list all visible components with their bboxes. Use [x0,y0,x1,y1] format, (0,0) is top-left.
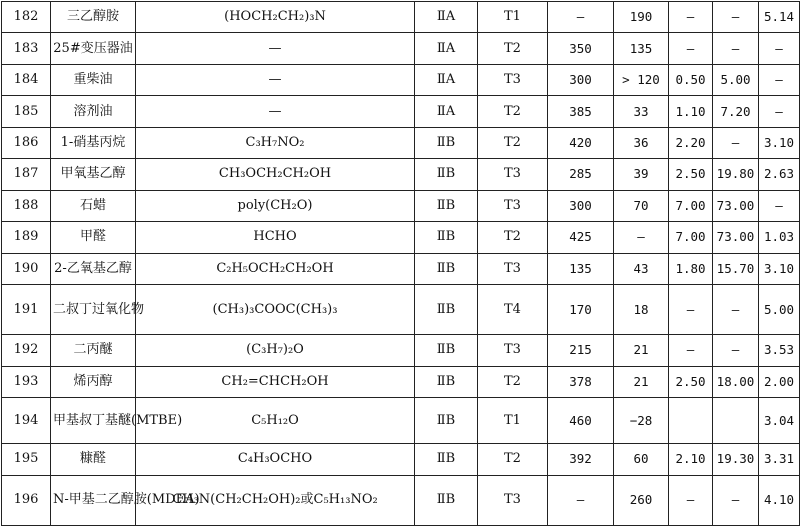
relative-density: 5.14 [759,2,800,33]
upper-explosive-limit: — [713,475,759,525]
ignition-temperature: 285 [548,159,614,190]
gas-group: ⅡB [415,398,478,444]
table-row [2,444,800,475]
flash-point: 70 [614,190,669,221]
substance-name: 重柴油 [51,64,136,95]
gas-group: ⅡB [415,253,478,284]
row-number: 186 [2,127,51,158]
gas-group: ⅡA [415,33,478,64]
substance-name: 石蜡 [51,190,136,221]
table-row [2,190,800,221]
row-number: 185 [2,96,51,127]
relative-density: 3.10 [759,253,800,284]
lower-explosive-limit: 0.50 [669,64,713,95]
flash-point: 33 [614,96,669,127]
row-number: 193 [2,366,51,397]
gas-group: ⅡB [415,127,478,158]
chemical-formula: poly(CH₂O) [136,190,415,221]
gas-group: ⅡB [415,444,478,475]
lower-explosive-limit: 2.50 [669,159,713,190]
substance-name: 溶剂油 [51,96,136,127]
chemical-formula: (C₃H₇)₂O [136,335,415,366]
ignition-temperature: 425 [548,222,614,253]
flash-point: 43 [614,253,669,284]
row-number: 188 [2,190,51,221]
temperature-class: T2 [478,127,548,158]
substance-name: 糠醛 [51,444,136,475]
row-number: 187 [2,159,51,190]
upper-explosive-limit: 73.00 [713,190,759,221]
lower-explosive-limit: 7.00 [669,190,713,221]
substance-name: 25#变压器油 [51,33,136,64]
row-number: 191 [2,284,51,334]
substance-name: N-甲基二乙醇胺(MDEA) [51,475,136,525]
relative-density: 2.00 [759,366,800,397]
relative-density: 2.63 [759,159,800,190]
lower-explosive-limit: — [669,2,713,33]
table-row [2,33,800,64]
upper-explosive-limit: 15.70 [713,253,759,284]
temperature-class: T3 [478,64,548,95]
row-number: 194 [2,398,51,444]
table-body [2,2,800,526]
gas-group: ⅡB [415,475,478,525]
flash-point: 260 [614,475,669,525]
table-row [2,284,800,334]
temperature-class: T4 [478,284,548,334]
table-row [2,159,800,190]
relative-density: 5.00 [759,284,800,334]
ignition-temperature: 460 [548,398,614,444]
lower-explosive-limit [669,398,713,444]
row-number: 189 [2,222,51,253]
chemical-formula: CH₃OCH₂CH₂OH [136,159,415,190]
table-row [2,475,800,525]
temperature-class: T2 [478,33,548,64]
temperature-class: T3 [478,159,548,190]
ignition-temperature: 378 [548,366,614,397]
row-number: 195 [2,444,51,475]
temperature-class: T3 [478,335,548,366]
chemical-formula: C₄H₃OCHO [136,444,415,475]
upper-explosive-limit: 19.30 [713,444,759,475]
gas-group: ⅡB [415,284,478,334]
upper-explosive-limit: — [713,33,759,64]
flash-point: — [614,222,669,253]
lower-explosive-limit: — [669,284,713,334]
flash-point: 36 [614,127,669,158]
table-row [2,335,800,366]
row-number: 196 [2,475,51,525]
chemical-formula: — [136,33,415,64]
lower-explosive-limit: 1.80 [669,253,713,284]
relative-density: — [759,190,800,221]
chemical-formula: — [136,64,415,95]
upper-explosive-limit: — [713,127,759,158]
substance-name: 烯丙醇 [51,366,136,397]
ignition-temperature: 385 [548,96,614,127]
relative-density: 3.10 [759,127,800,158]
substance-name: 2-乙氧基乙醇 [51,253,136,284]
temperature-class: T1 [478,2,548,33]
gas-group: ⅡB [415,335,478,366]
relative-density: 1.03 [759,222,800,253]
upper-explosive-limit: — [713,335,759,366]
upper-explosive-limit: — [713,284,759,334]
gas-group: ⅡA [415,64,478,95]
relative-density: 3.04 [759,398,800,444]
relative-density: — [759,33,800,64]
ignition-temperature: — [548,2,614,33]
lower-explosive-limit: 2.10 [669,444,713,475]
lower-explosive-limit: — [669,335,713,366]
temperature-class: T2 [478,366,548,397]
flash-point: 39 [614,159,669,190]
row-number: 190 [2,253,51,284]
temperature-class: T2 [478,444,548,475]
table-row [2,398,800,444]
ignition-temperature: 420 [548,127,614,158]
table-row [2,366,800,397]
relative-density: — [759,96,800,127]
upper-explosive-limit: 18.00 [713,366,759,397]
upper-explosive-limit: 19.80 [713,159,759,190]
substance-name: 二叔丁过氧化物 [51,284,136,334]
chemical-formula: — [136,96,415,127]
table-row [2,96,800,127]
temperature-class: T1 [478,398,548,444]
relative-density: 3.53 [759,335,800,366]
gas-group: ⅡA [415,96,478,127]
table-row [2,2,800,33]
upper-explosive-limit: — [713,2,759,33]
gas-group: ⅡB [415,366,478,397]
ignition-temperature: 392 [548,444,614,475]
ignition-temperature: 300 [548,190,614,221]
chemical-formula: C₃H₇NO₂ [136,127,415,158]
gas-group: ⅡA [415,2,478,33]
chemical-formula: C₅H₁₂O [136,398,415,444]
ignition-temperature: 170 [548,284,614,334]
flash-point: 21 [614,366,669,397]
table-row [2,127,800,158]
substance-properties-table [1,1,800,526]
lower-explosive-limit: 1.10 [669,96,713,127]
temperature-class: T2 [478,96,548,127]
row-number: 182 [2,2,51,33]
lower-explosive-limit: — [669,33,713,64]
flash-point: 60 [614,444,669,475]
flash-point: 21 [614,335,669,366]
chemical-formula: CH₃N(CH₂CH₂OH)₂或C₅H₁₃NO₂ [136,475,415,525]
relative-density: — [759,64,800,95]
ignition-temperature: 300 [548,64,614,95]
upper-explosive-limit [713,398,759,444]
temperature-class: T3 [478,253,548,284]
table-row [2,253,800,284]
gas-group: ⅡB [415,190,478,221]
lower-explosive-limit: 7.00 [669,222,713,253]
row-number: 183 [2,33,51,64]
substance-name: 甲基叔丁基醚(MTBE) [51,398,136,444]
substance-name: 1-硝基丙烷 [51,127,136,158]
lower-explosive-limit: 2.20 [669,127,713,158]
flash-point: 190 [614,2,669,33]
substance-name: 甲氧基乙醇 [51,159,136,190]
chemical-formula: HCHO [136,222,415,253]
relative-density: 3.31 [759,444,800,475]
upper-explosive-limit: 7.20 [713,96,759,127]
substance-name: 二丙醚 [51,335,136,366]
ignition-temperature: 215 [548,335,614,366]
ignition-temperature: — [548,475,614,525]
flash-point: −28 [614,398,669,444]
chemical-formula: C₂H₅OCH₂CH₂OH [136,253,415,284]
chemical-formula: CH₂=CHCH₂OH [136,366,415,397]
relative-density: 4.10 [759,475,800,525]
ignition-temperature: 135 [548,253,614,284]
gas-group: ⅡB [415,222,478,253]
upper-explosive-limit: 5.00 [713,64,759,95]
substance-name: 三乙醇胺 [51,2,136,33]
row-number: 184 [2,64,51,95]
row-number: 192 [2,335,51,366]
upper-explosive-limit: 73.00 [713,222,759,253]
table-row [2,222,800,253]
flash-point: 18 [614,284,669,334]
gas-group: ⅡB [415,159,478,190]
ignition-temperature: 350 [548,33,614,64]
lower-explosive-limit: — [669,475,713,525]
chemical-formula: (CH₃)₃COOC(CH₃)₃ [136,284,415,334]
flash-point: > 120 [614,64,669,95]
table-row [2,64,800,95]
temperature-class: T3 [478,475,548,525]
chemical-formula: (HOCH₂CH₂)₃N [136,2,415,33]
temperature-class: T2 [478,222,548,253]
substance-name: 甲醛 [51,222,136,253]
flash-point: 135 [614,33,669,64]
lower-explosive-limit: 2.50 [669,366,713,397]
temperature-class: T3 [478,190,548,221]
